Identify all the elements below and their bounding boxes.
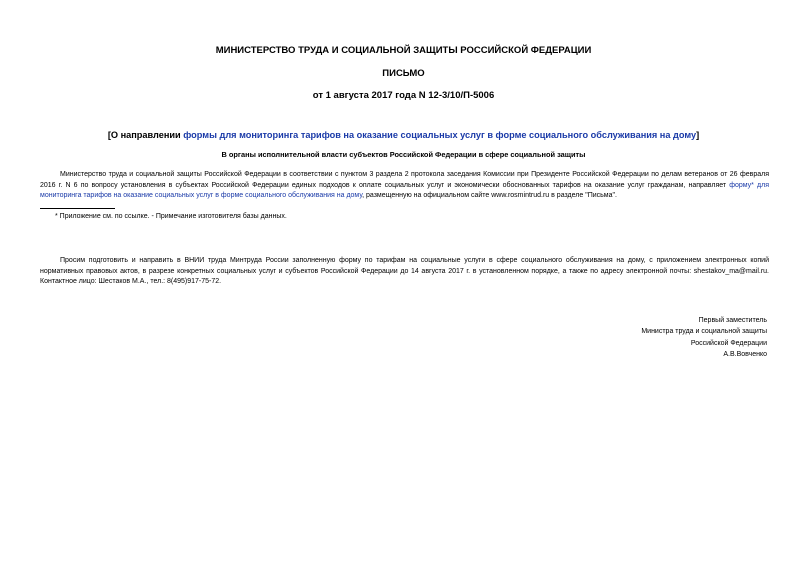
para1-text-after: , размещенную на официальном сайте www.rosmintrud.ru в разделе "Письма". bbox=[362, 192, 617, 199]
document-type: ПИСЬМО bbox=[382, 68, 425, 79]
body-paragraph-1 bbox=[40, 170, 769, 202]
addressee: В органы исполнительной власти субъектов Российской Федерации в сфере социальной защиты bbox=[221, 150, 586, 159]
footnote: * Приложение см. по ссылке. - Примечание изготовителя базы данных. bbox=[55, 213, 287, 220]
para1-text-before: Министерство труда и социальной защиты Российской Федерации в соответствии с пунктом 3 раздела 2 протокола заседания Комиссии при Президенте Российской Федерации по делам ветеранов от 26 февраля 2016 г. N 6 по вопросу установления в субъектах Российской Федерации единых подходов к оплате социальных услуг и экономически обоснованных тарифов на оказание услуг гражданам, направляет bbox=[40, 171, 769, 189]
signature-name: А.В.Вовченко bbox=[723, 351, 767, 359]
document-date: от 1 августа 2017 года N 12-3/10/П-5006 bbox=[312, 90, 495, 101]
subject-open: [О направлении bbox=[107, 130, 184, 140]
signature-line: Первый заместитель bbox=[698, 317, 767, 324]
body-paragraph-2: Просим подготовить и направить в ВНИИ труда Минтруда России заполненную форму по тарифам на социальные услуги в сфере социального обслуживания на дому, с приложением электронных копий нормативных правовых актов, в разрезе конкретных социальных услуг и субъектов Российской Федерации до 14 августа 2017 г. в установленном порядке, а также по адресу электронной почты: shestakov_ma@mail.ru. Контактное лицо: Шестаков М.А., тел.: 8(495)917-75-72. bbox=[40, 257, 769, 285]
signature-line: Министра труда и социальной защиты bbox=[641, 328, 767, 336]
signature-block bbox=[567, 315, 767, 361]
document-subject bbox=[0, 129, 807, 141]
signature-line: Российской Федерации bbox=[690, 339, 767, 347]
subject-close: ] bbox=[696, 130, 700, 140]
subject-link[interactable]: формы для мониторинга тарифов на оказание социальных услуг в форме социального обслуживания на дому bbox=[183, 130, 697, 140]
form-link[interactable]: форму* для мониторинга тарифов на оказание социальных услуг в форме социального обслуживания на дому bbox=[40, 181, 769, 199]
ministry-heading: МИНИСТЕРСТВО ТРУДА И СОЦИАЛЬНОЙ ЗАЩИТЫ РОССИЙСКОЙ ФЕДЕРАЦИИ bbox=[215, 45, 592, 56]
footnote-divider bbox=[40, 208, 115, 209]
